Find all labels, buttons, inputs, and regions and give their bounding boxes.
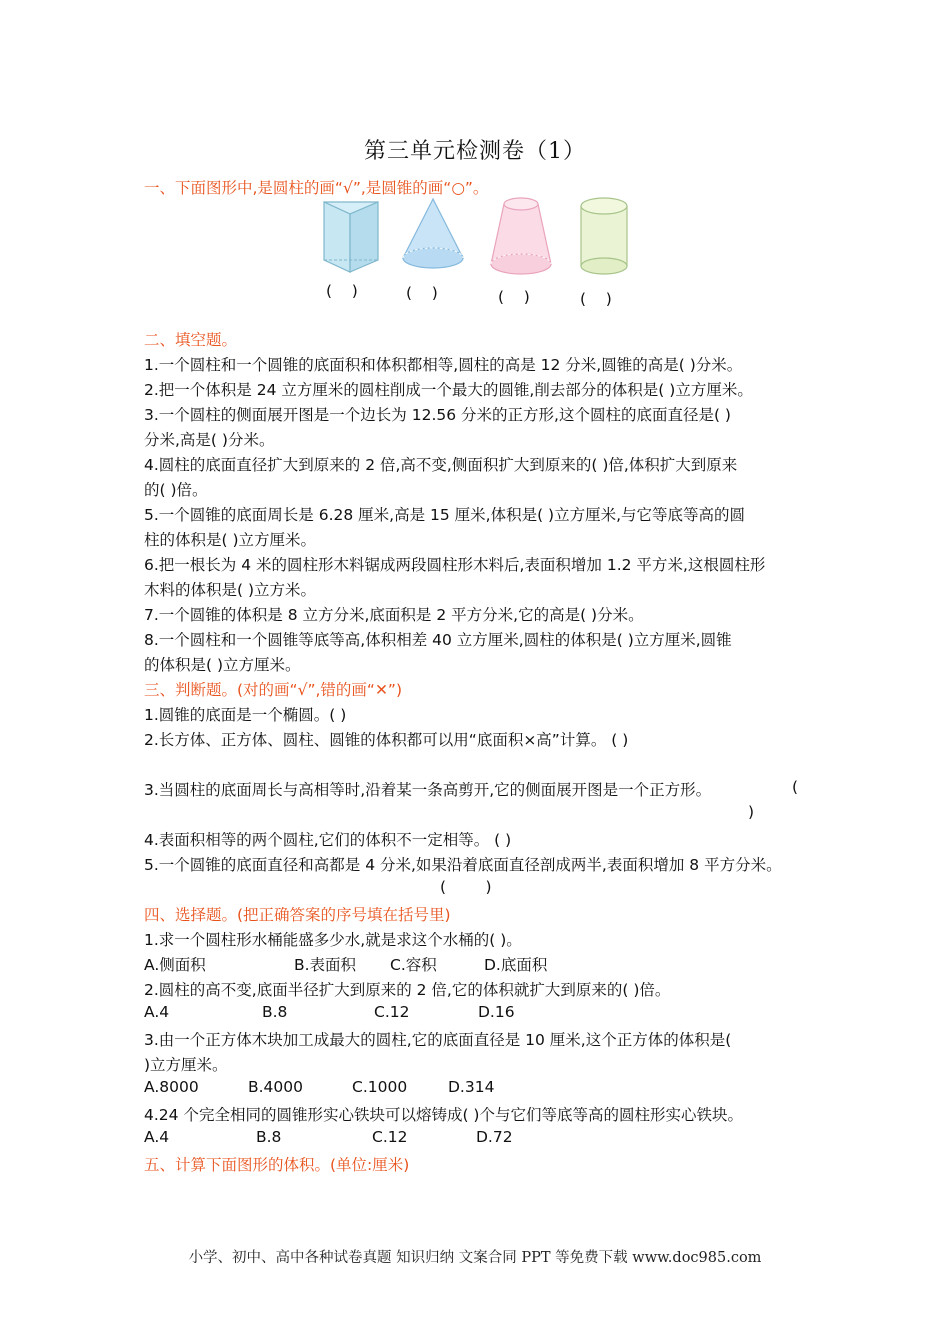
section-2-heading: 二、填空题。	[144, 331, 238, 349]
judge-q4: 4.表面积相等的两个圆柱,它们的体积不一定相等。 ( )	[144, 831, 512, 849]
judge-q3-close: )	[748, 803, 755, 821]
triangular-prism-icon	[320, 198, 384, 278]
answer-blank-3: ( )	[498, 288, 530, 306]
answer-blank-4: ( )	[580, 290, 612, 308]
judge-q5-blank: ( )	[440, 878, 492, 896]
judge-q2: 2.长方体、正方体、圆柱、圆锥的体积都可以用“底面积×高”计算。 ( )	[144, 731, 629, 749]
fill-line-12: 8.一个圆柱和一个圆锥等底等高,体积相差 40 立方厘米,圆柱的体积是( )立方厘米,圆锥	[144, 631, 732, 649]
section-3-heading: 三、判断题。(对的画“√”,错的画“✕”)	[144, 681, 403, 699]
choice-q1: 1.求一个圆柱形水桶能盛多少水,就是求这个水桶的( )。	[144, 931, 522, 949]
judge-q1: 1.圆锥的底面是一个椭圆。( )	[144, 706, 347, 724]
answer-blank-2: ( )	[406, 284, 438, 302]
choice-q3-option-c: C.1000	[352, 1078, 408, 1096]
fill-line-10: 木料的体积是( )立方米。	[144, 581, 317, 599]
fill-line-9: 6.把一根长为 4 米的圆柱形木料锯成两段圆柱形木料后,表面积增加 1.2 平方米,这根圆柱形	[144, 556, 766, 574]
choice-q2-option-b: B.8	[262, 1003, 288, 1021]
choice-q2-option-d: D.16	[478, 1003, 515, 1021]
choice-q2: 2.圆柱的高不变,底面半径扩大到原来的 2 倍,它的体积就扩大到原来的( )倍。	[144, 981, 671, 999]
fill-line-6: 的( )倍。	[144, 481, 208, 499]
section-4-heading: 四、选择题。(把正确答案的序号填在括号里)	[144, 906, 451, 924]
page-title: 第三单元检测卷（1）	[364, 139, 586, 164]
choice-q3: 3.由一个正方体木块加工成最大的圆柱,它的底面直径是 10 厘米,这个正方体的体积是(	[144, 1031, 732, 1049]
answer-blank-1: ( )	[326, 282, 358, 300]
choice-q3-option-d: D.314	[448, 1078, 495, 1096]
judge-q3-open: (	[792, 778, 799, 796]
choice-q1-option-b: B.表面积	[294, 956, 357, 974]
cylinder-icon	[578, 196, 630, 280]
fill-line-8: 柱的体积是( )立方厘米。	[144, 531, 317, 549]
choice-q1-option-c: C.容积	[390, 956, 437, 974]
frustum-icon	[488, 194, 554, 280]
page-footer: 小学、初中、高中各种试卷真题 知识归纳 文案合同 PPT 等免费下载 www.doc985.com	[188, 1250, 762, 1266]
choice-q4-option-d: D.72	[476, 1128, 513, 1146]
choice-q4-option-b: B.8	[256, 1128, 282, 1146]
choice-q3-option-a: A.8000	[144, 1078, 199, 1096]
section-5-heading: 五、计算下面图形的体积。(单位:厘米)	[144, 1156, 410, 1174]
fill-line-1: 1.一个圆柱和一个圆锥的底面积和体积都相等,圆柱的高是 12 分米,圆锥的高是( )分米。	[144, 356, 743, 374]
choice-q3-option-b: B.4000	[248, 1078, 304, 1096]
choice-q2-option-c: C.12	[374, 1003, 410, 1021]
choice-q4: 4.24 个完全相同的圆锥形实心铁块可以熔铸成( )个与它们等底等高的圆柱形实心铁块。	[144, 1106, 743, 1124]
fill-line-11: 7.一个圆锥的体积是 8 立方分米,底面积是 2 平方分米,它的高是( )分米。	[144, 606, 644, 624]
judge-q5: 5.一个圆锥的底面直径和高都是 4 分米,如果沿着底面直径剖成两半,表面积增加 8 平方分米。	[144, 856, 782, 874]
fill-line-2: 2.把一个体积是 24 立方厘米的圆柱削成一个最大的圆锥,削去部分的体积是( )立方厘米。	[144, 381, 753, 399]
fill-line-7: 5.一个圆锥的底面周长是 6.28 厘米,高是 15 厘米,体积是( )立方厘米,与它等底等高的圆	[144, 506, 746, 524]
fill-line-3: 3.一个圆柱的侧面展开图是一个边长为 12.56 分米的正方形,这个圆柱的底面直径是( )	[144, 406, 731, 424]
section-1-heading: 一、下面图形中,是圆柱的画“√”,是圆锥的画“○”。	[144, 179, 489, 197]
cone-icon	[398, 196, 468, 276]
judge-q3: 3.当圆柱的底面周长与高相等时,沿着某一条高剪开,它的侧面展开图是一个正方形。	[144, 781, 712, 799]
choice-q4-option-a: A.4	[144, 1128, 170, 1146]
fill-line-13: 的体积是( )立方厘米。	[144, 656, 301, 674]
choice-q4-option-c: C.12	[372, 1128, 408, 1146]
choice-q3-cont: )立方厘米。	[144, 1056, 228, 1074]
choice-q1-option-a: A.侧面积	[144, 956, 206, 974]
fill-line-4: 分米,高是( )分米。	[144, 431, 275, 449]
choice-q2-option-a: A.4	[144, 1003, 170, 1021]
fill-line-5: 4.圆柱的底面直径扩大到原来的 2 倍,高不变,侧面积扩大到原来的( )倍,体积扩大到原来	[144, 456, 738, 474]
choice-q1-option-d: D.底面积	[484, 956, 548, 974]
